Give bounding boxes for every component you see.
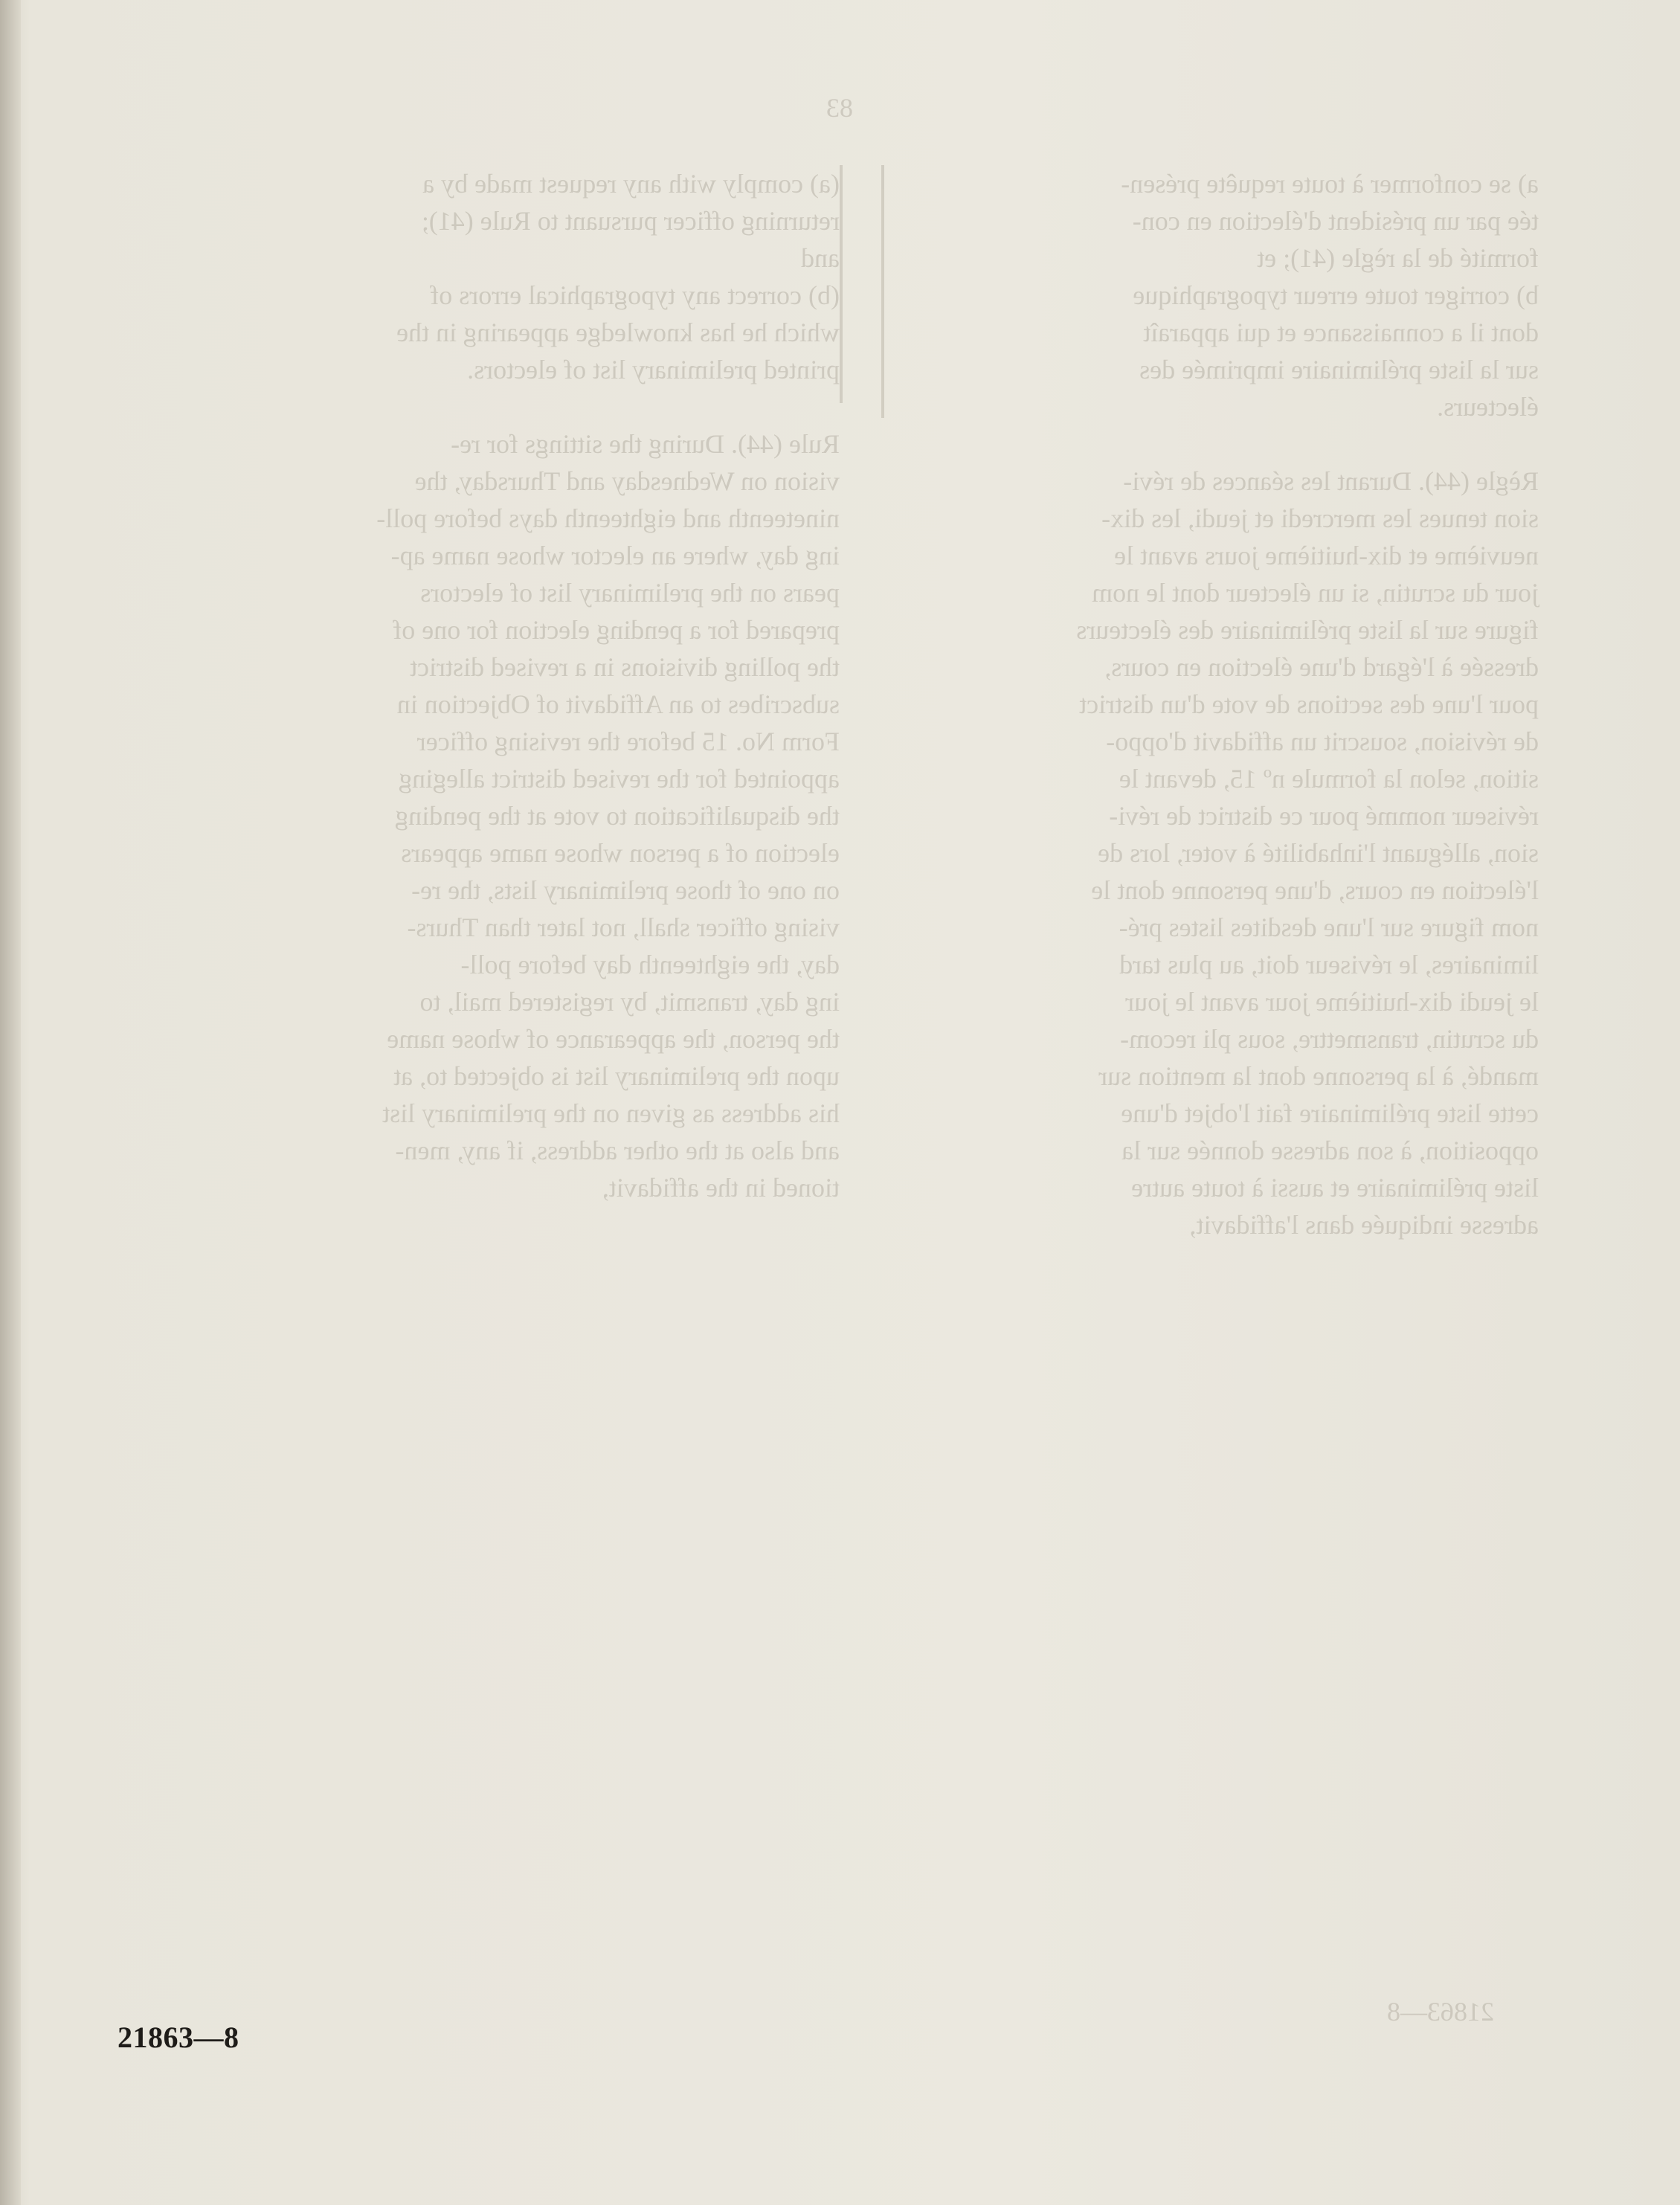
bleed-line: day, the eighteenth day before poll- <box>460 950 840 979</box>
bleed-line: tioned in the affidavit, <box>602 1173 840 1203</box>
bleed-line <box>185 388 840 425</box>
bleed-line: sion, alléguant l'inhabilité à voter, lors de <box>1098 838 1539 868</box>
bleed-line: liminaires, le réviseur doit, au plus tard <box>1119 950 1539 979</box>
bleed-line: the disqualification to vote at the pending <box>395 801 840 831</box>
bleed-line: on one of those preliminary lists, the re- <box>411 875 840 905</box>
document-code: 21863—8 <box>118 2021 239 2054</box>
bleed-line: figure sur la liste préliminaire des électeurs <box>1076 615 1539 645</box>
bleed-line: sur la liste préliminaire imprimée des <box>1139 355 1539 384</box>
bleed-english-column <box>185 165 840 1206</box>
bleed-line: opposition, à son adresse donnée sur la <box>1121 1136 1539 1165</box>
bleed-line: returning officer pursuant to Rule (41); <box>421 206 840 236</box>
bleed-line: subscribes to an Affidavit of Objection in <box>396 689 840 719</box>
bleed-page-number: 83 <box>826 93 853 123</box>
bleed-line: tée par un président d'élection en con- <box>1132 206 1539 236</box>
bleed-line: and <box>801 243 840 273</box>
bleed-line: vising officer shall, not later than Thurs- <box>407 912 840 942</box>
bleed-line: election of a person whose name appears <box>401 838 840 868</box>
bleed-line: his address as given on the preliminary list <box>382 1098 840 1128</box>
bleed-line: du scrutin, transmettre, sous pli recom- <box>1120 1024 1539 1054</box>
bleed-line: Règle (44). Durant les séances de révi- <box>1123 466 1539 496</box>
bleed-line: upon the preliminary list is objected to, at <box>393 1061 840 1091</box>
bleed-line: sion tenues les mercredi et jeudi, les dix- <box>1101 503 1539 533</box>
bleed-line: pears on the preliminary list of electors <box>420 578 840 608</box>
bleed-line: the person, the appearance of whose name <box>387 1024 840 1054</box>
bleed-line: de révision, souscrit un affidavit d'oppo- <box>1106 727 1539 756</box>
bleed-margin-rule <box>840 165 843 403</box>
bleed-line: adresse indiquée dans l'affidavit, <box>1189 1210 1539 1240</box>
bleed-margin-rule <box>881 165 884 418</box>
bleed-line: le jeudi dix-huitième jour avant le jour <box>1125 987 1539 1017</box>
bleed-line: Rule (44). During the sittings for re- <box>451 429 840 459</box>
bleed-line: printed preliminary list of electors. <box>467 355 840 384</box>
bleed-line: ing day, transmit, by registered mail, to <box>419 987 840 1017</box>
bleed-line: appointed for the revised district alleging <box>399 764 840 794</box>
bleed-line: nineteenth and eighteenth days before poll- <box>376 503 840 533</box>
bleed-line: dressée à l'égard d'une élection en cours, <box>1104 652 1539 682</box>
bleed-line: (a) comply with any request made by a <box>422 169 840 199</box>
bleed-line: prepared for a pending election for one of <box>393 615 840 645</box>
bleed-french-column <box>884 165 1539 1243</box>
bleed-line: jour du scrutin, si un électeur dont le nom <box>1092 578 1539 608</box>
bleed-line: cette liste préliminaire fait l'objet d'une <box>1121 1098 1539 1128</box>
bleed-line: a) se conformer à toute requête présen- <box>1121 169 1539 199</box>
bleed-line: nom figure sur l'une desdites listes pré- <box>1119 912 1539 942</box>
bleed-line: and also at the other address, if any, men- <box>395 1136 840 1165</box>
bleed-line: formité de la règle (41); et <box>1257 243 1539 273</box>
bleed-line: l'élection en cours, d'une personne dont le <box>1091 875 1539 905</box>
bleed-line: mandé, à la personne dont la mention sur <box>1098 1061 1539 1091</box>
bleed-line: électeurs. <box>1437 392 1539 422</box>
bleed-line: the polling divisions in a revised district <box>410 652 840 682</box>
bleed-line: which he has knowledge appearing in the <box>396 318 840 347</box>
bleed-line: dont il a connaissance et qui apparaît <box>1143 318 1539 347</box>
bleed-line: (b) correct any typographical errors of <box>430 280 840 310</box>
bleed-line: liste préliminaire et aussi à toute autre <box>1131 1173 1539 1203</box>
bleed-line: vision on Wednesday and Thursday, the <box>414 466 840 496</box>
bleed-line: neuvième et dix-huitième jours avant le <box>1114 541 1539 570</box>
bleed-line <box>884 425 1539 463</box>
bleed-line: Form No. 15 before the revising officer <box>416 727 840 756</box>
bleed-line: ing day, where an elector whose name ap- <box>390 541 840 570</box>
bleed-line: pour l'une des sections de vote d'un district <box>1079 689 1539 719</box>
bleed-document-code: 21863—8 <box>1387 1997 1494 2027</box>
bleed-line: réviseur nommé pour ce district de révi- <box>1109 801 1539 831</box>
bleed-line: sition, selon la formule nº 15, devant le <box>1119 764 1539 794</box>
bleed-line: b) corriger toute erreur typographique <box>1133 280 1539 310</box>
